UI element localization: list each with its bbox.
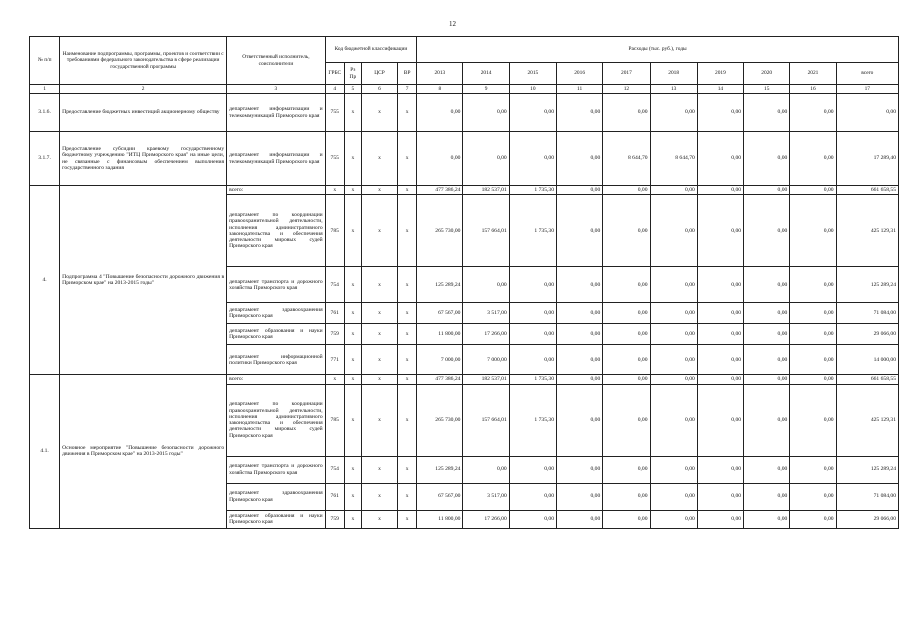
year-value: 0,00 [509,324,556,345]
year-value: 0,00 [463,94,509,132]
year-value: 0,00 [744,132,790,186]
total-label: всего: [227,186,326,195]
year-value: 0,00 [557,94,603,132]
vr-code: x [398,303,417,324]
column-number-row [30,85,899,94]
csr-code: x [361,510,397,528]
year-value: 0,00 [790,510,836,528]
group-total-row [30,186,899,195]
year-value: 1 735,30 [509,186,556,195]
year-value: 0,00 [650,345,697,375]
column-number: 14 [697,85,743,94]
year-value: 0,00 [603,195,650,267]
total-value: 29 066,00 [836,324,898,345]
year-header: 2019 [697,63,743,85]
year-value: 0,00 [744,94,790,132]
year-value: 8 644,70 [650,132,697,186]
rz-code: x [344,375,361,384]
total-value: 125 289,24 [836,456,898,483]
year-value: 0,00 [697,345,743,375]
total-label: всего: [227,375,326,384]
code-col-header: ГРБС [325,63,344,85]
csr-code: x [361,375,397,384]
column-number: 13 [650,85,697,94]
year-value: 0,00 [790,132,836,186]
group-name: Подпрограмма 4 "Повышение безопасности дорожного движения в Приморском крае" на 2013-2015 годы" [60,186,227,375]
budget-table [29,36,899,529]
year-value: 0,00 [557,345,603,375]
total-value: 71 084,00 [836,483,898,510]
year-value: 0,00 [603,94,650,132]
year-value: 0,00 [603,345,650,375]
year-value: 0,00 [790,483,836,510]
year-value: 0,00 [744,375,790,384]
year-value: 11 800,00 [417,324,463,345]
column-number: 15 [744,85,790,94]
year-value: 0,00 [650,510,697,528]
csr-code: x [361,324,397,345]
year-value: 0,00 [557,195,603,267]
year-value: 0,00 [603,456,650,483]
rz-code: x [344,384,361,456]
year-value: 0,00 [603,324,650,345]
year-value: 3 517,00 [463,303,509,324]
row-executor: департамент образования и науки Приморского края [227,324,326,345]
year-value: 0,00 [603,483,650,510]
column-number: 8 [417,85,463,94]
year-value: 0,00 [790,456,836,483]
year-value: 0,00 [697,375,743,384]
year-value: 0,00 [509,132,556,186]
year-value: 0,00 [744,195,790,267]
rz-code: x [344,195,361,267]
row-executor: департамент здравоохранения Приморского края [227,483,326,510]
year-value: 0,00 [790,94,836,132]
year-value: 17 266,00 [463,324,509,345]
year-value: 1 735,30 [509,375,556,384]
rz-code: x [344,345,361,375]
year-value: 3 517,00 [463,483,509,510]
year-value: 0,00 [557,186,603,195]
grbs-code: 771 [325,345,344,375]
vr-code: x [398,456,417,483]
row-executor: департамент информатизации и телекоммуникаций Приморского края [227,132,326,186]
rz-code: x [344,456,361,483]
grbs-code: 759 [325,324,344,345]
row-executor: департамент по координации правоохранительной деятельности, исполнения административного законодательства и обеспечения деятельности мировых судей Приморского края [227,195,326,267]
year-value: 0,00 [603,267,650,303]
row-executor: департамент здравоохранения Приморского края [227,303,326,324]
col-num-header: № п/п [30,37,60,85]
column-number: 9 [463,85,509,94]
grbs-code: x [325,375,344,384]
year-value: 0,00 [744,303,790,324]
csr-code: x [361,483,397,510]
year-value: 0,00 [417,132,463,186]
year-value: 0,00 [744,384,790,456]
year-value: 265 730,00 [417,384,463,456]
col-code-header: Код бюджетной классификации [325,37,417,63]
group-number: 4.1. [30,375,60,528]
year-header: 2017 [603,63,650,85]
year-value: 0,00 [697,510,743,528]
year-value: 0,00 [557,456,603,483]
column-number: 11 [557,85,603,94]
year-header: 2016 [557,63,603,85]
vr-code: x [398,267,417,303]
vr-code: x [398,345,417,375]
year-value: 0,00 [650,267,697,303]
column-number: 12 [603,85,650,94]
row-name: Предоставление субсидии краевому государственному бюджетному учреждению "ИТЦ Приморского края" на иные цели, не связанные с финансовым обеспечением выполнения государственного задания [60,132,227,186]
year-value: 0,00 [509,345,556,375]
year-value: 477 386,24 [417,186,463,195]
year-value: 0,00 [603,375,650,384]
col-name-header: Наименование подпрограммы, программы, проектов и соответствии с требованиями федерального законодательства в сфере реализации государственной программы [60,37,227,85]
table-body [30,85,899,529]
year-value: 0,00 [697,186,743,195]
year-value: 0,00 [697,195,743,267]
year-header: 2013 [417,63,463,85]
year-header: 2015 [509,63,556,85]
row-executor: департамент транспорта и дорожного хозяйства Приморского края [227,456,326,483]
year-value: 157 664,01 [463,195,509,267]
rz-code: x [344,132,361,186]
year-value: 17 266,00 [463,510,509,528]
grbs-code: 785 [325,384,344,456]
column-number: 1 [30,85,60,94]
table-row [30,94,899,132]
total-value: 0,00 [836,94,898,132]
row-number: 3.1.6. [30,94,60,132]
year-value: 67 567,00 [417,483,463,510]
year-value: 0,00 [697,483,743,510]
row-executor: департамент образования и науки Приморского края [227,510,326,528]
row-executor: департамент по координации правоохранительной деятельности, исполнения административного законодательства и обеспечения деятельности мировых судей Приморского края [227,384,326,456]
vr-code: x [398,195,417,267]
col-exec-header: Ответственный исполнитель, соисполнители [227,37,326,85]
grbs-code: 754 [325,456,344,483]
year-value: 0,00 [650,324,697,345]
year-value: 0,00 [697,384,743,456]
column-number: 7 [398,85,417,94]
grbs-code: x [325,186,344,195]
year-value: 0,00 [744,345,790,375]
vr-code: x [398,483,417,510]
year-value: 0,00 [650,483,697,510]
total-value: 661 658,55 [836,375,898,384]
row-executor: департамент информационной политики Приморского края [227,345,326,375]
column-number: 17 [836,85,898,94]
year-value: 0,00 [557,267,603,303]
year-header: 2018 [650,63,697,85]
year-value: 11 800,00 [417,510,463,528]
rz-code: x [344,324,361,345]
column-number: 10 [509,85,556,94]
year-value: 0,00 [650,195,697,267]
total-value: 125 289,24 [836,267,898,303]
year-value: 0,00 [509,456,556,483]
column-number: 2 [60,85,227,94]
col-costs-header: Расходы (тыс. руб.), годы [417,37,899,63]
csr-code: x [361,384,397,456]
vr-code: x [398,375,417,384]
year-value: 1 735,30 [509,384,556,456]
total-value: 14 000,00 [836,345,898,375]
year-value: 0,00 [509,483,556,510]
year-value: 0,00 [509,303,556,324]
year-value: 0,00 [744,267,790,303]
grbs-code: 761 [325,483,344,510]
year-value: 8 644,70 [603,132,650,186]
year-value: 0,00 [650,186,697,195]
page-number: 12 [449,20,456,28]
group-number: 4. [30,186,60,375]
total-value: 425 129,31 [836,195,898,267]
year-header: 2014 [463,63,509,85]
grbs-code: 755 [325,132,344,186]
year-value: 0,00 [697,132,743,186]
year-value: 0,00 [790,324,836,345]
year-value: 0,00 [603,186,650,195]
year-value: 157 664,01 [463,384,509,456]
year-value: 0,00 [697,324,743,345]
csr-code: x [361,303,397,324]
year-value: 0,00 [650,94,697,132]
total-value: 661 658,55 [836,186,898,195]
csr-code: x [361,94,397,132]
year-value: 0,00 [697,303,743,324]
vr-code: x [398,384,417,456]
year-value: 0,00 [790,375,836,384]
year-value: 0,00 [744,483,790,510]
code-col-header: ВР [398,63,417,85]
rz-code: x [344,186,361,195]
year-value: 67 567,00 [417,303,463,324]
year-value: 0,00 [790,195,836,267]
row-number: 3.1.7. [30,132,60,186]
year-value: 0,00 [790,267,836,303]
total-value: 71 084,00 [836,303,898,324]
grbs-code: 755 [325,94,344,132]
year-value: 477 386,24 [417,375,463,384]
csr-code: x [361,267,397,303]
year-value: 1 735,30 [509,195,556,267]
column-number: 3 [227,85,326,94]
row-name: Предоставление бюджетных инвестиций акционерному обществу [60,94,227,132]
year-value: 125 289,24 [417,267,463,303]
year-value: 0,00 [744,510,790,528]
column-number: 5 [344,85,361,94]
year-value: 0,00 [790,303,836,324]
rz-code: x [344,303,361,324]
year-value: 182 537,01 [463,375,509,384]
year-value: 0,00 [463,132,509,186]
year-value: 0,00 [744,324,790,345]
column-number: 4 [325,85,344,94]
year-value: 0,00 [557,303,603,324]
column-number: 16 [790,85,836,94]
year-value: 0,00 [463,267,509,303]
row-executor: департамент информатизации и телекоммуникаций Приморского края [227,94,326,132]
year-value: 0,00 [509,267,556,303]
rz-code: x [344,483,361,510]
vr-code: x [398,94,417,132]
rz-code: x [344,94,361,132]
year-value: 0,00 [557,132,603,186]
year-value: 0,00 [557,324,603,345]
year-value: 0,00 [650,456,697,483]
year-value: 0,00 [650,303,697,324]
grbs-code: 761 [325,303,344,324]
year-value: 7 000,00 [417,345,463,375]
row-executor: департамент транспорта и дорожного хозяйства Приморского края [227,267,326,303]
year-value: 0,00 [509,94,556,132]
grbs-code: 785 [325,195,344,267]
vr-code: x [398,324,417,345]
year-value: 0,00 [557,375,603,384]
vr-code: x [398,186,417,195]
total-value: 29 066,00 [836,510,898,528]
year-header: 2021 [790,63,836,85]
grbs-code: 754 [325,267,344,303]
code-col-header: ЦСР [361,63,397,85]
year-value: 0,00 [603,510,650,528]
year-value: 0,00 [557,510,603,528]
year-value: 0,00 [697,456,743,483]
year-value: 125 289,24 [417,456,463,483]
group-total-row [30,375,899,384]
csr-code: x [361,186,397,195]
year-value: 0,00 [790,186,836,195]
year-value: 0,00 [603,303,650,324]
year-value: 0,00 [509,510,556,528]
year-value: 0,00 [790,384,836,456]
csr-code: x [361,456,397,483]
year-value: 0,00 [790,345,836,375]
vr-code: x [398,132,417,186]
year-value: 0,00 [744,456,790,483]
total-value: 17 289,40 [836,132,898,186]
year-value: 0,00 [557,384,603,456]
year-value: 0,00 [557,483,603,510]
year-value: 265 730,00 [417,195,463,267]
year-value: 0,00 [697,94,743,132]
year-value: 0,00 [744,186,790,195]
group-name: Основное мероприятие "Повышение безопасности дорожного движения в Приморском крае" на 2013-2015 годы" [60,375,227,528]
year-value: 0,00 [650,375,697,384]
year-value: 0,00 [650,384,697,456]
code-col-header: Рз Пр [344,63,361,85]
year-value: 0,00 [463,456,509,483]
csr-code: x [361,345,397,375]
csr-code: x [361,195,397,267]
year-value: 0,00 [417,94,463,132]
year-value: 0,00 [603,384,650,456]
year-value: 182 537,01 [463,186,509,195]
table-row [30,132,899,186]
column-number: 6 [361,85,397,94]
year-value: 7 000,00 [463,345,509,375]
year-header: 2020 [744,63,790,85]
year-value: 0,00 [697,267,743,303]
rz-code: x [344,267,361,303]
total-value: 425 129,31 [836,384,898,456]
year-header: всего [836,63,898,85]
rz-code: x [344,510,361,528]
vr-code: x [398,510,417,528]
grbs-code: 759 [325,510,344,528]
csr-code: x [361,132,397,186]
